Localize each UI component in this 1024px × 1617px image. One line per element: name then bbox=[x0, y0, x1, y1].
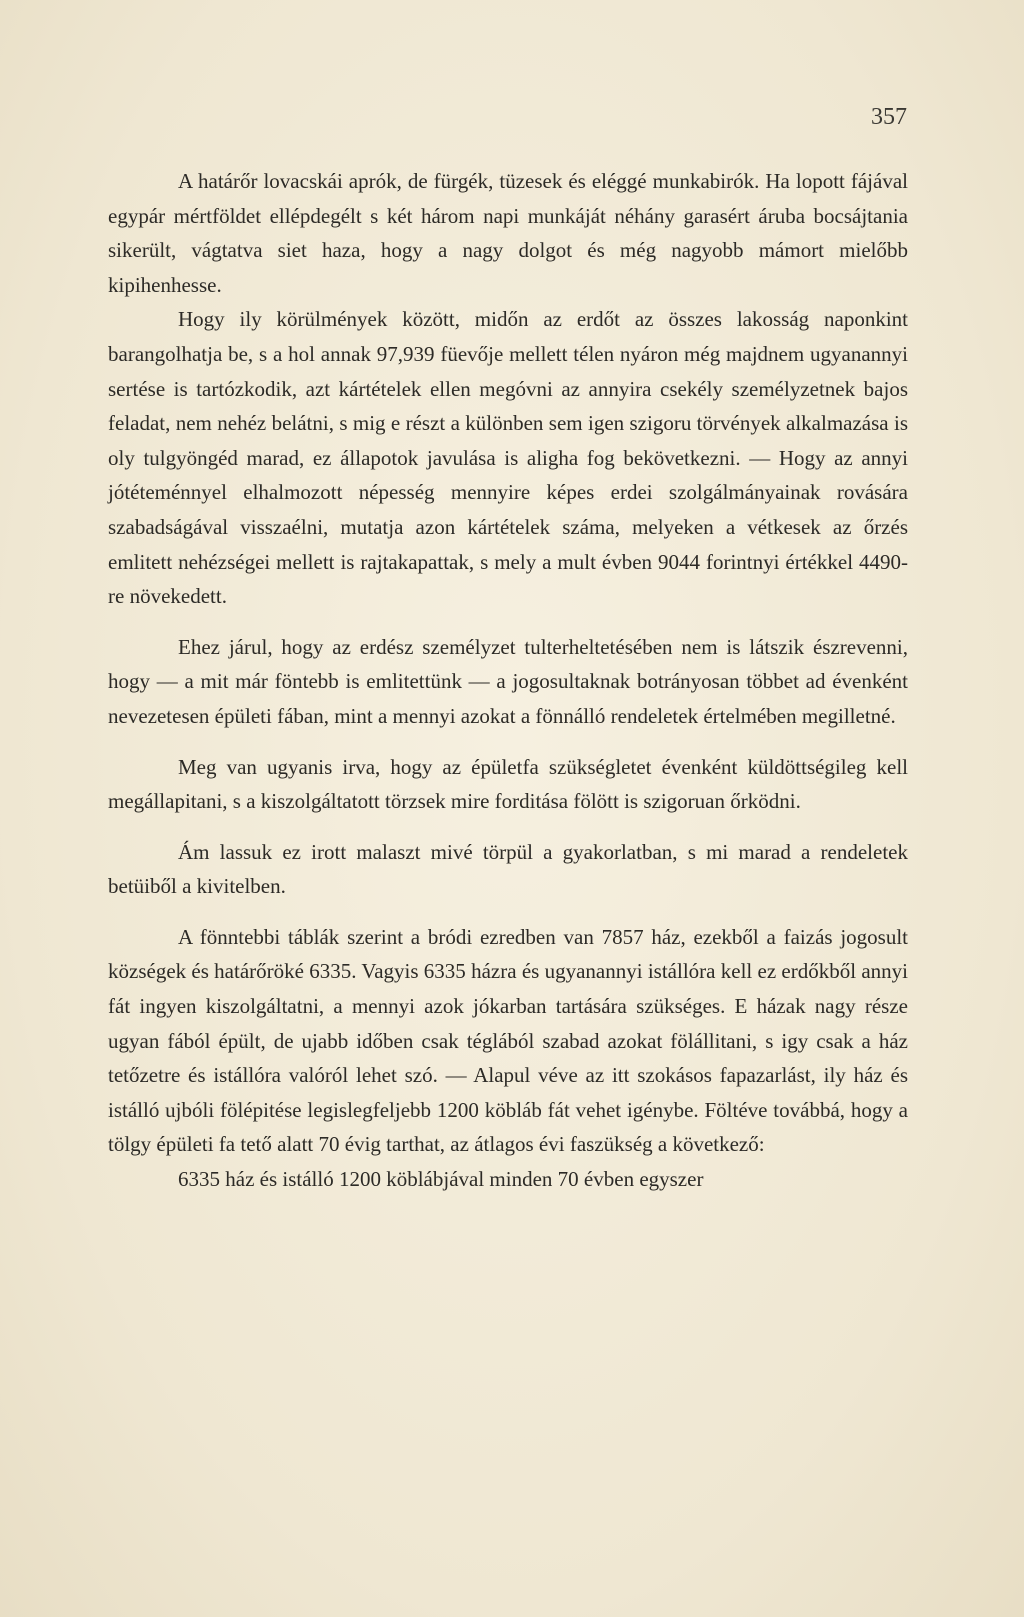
paragraph-3: Ehez járul, hogy az erdész személyzet tulterheltetésében nem is látszik észrevenni, hogy — a mit már föntebb is emlitettünk — a jogosultaknak botrányosan többet ad évenként nevezetesen épületi fában, mint a mennyi azokat a fönnálló rendeletek értelmében megilletné. bbox=[108, 634, 908, 728]
paragraph-5: Ám lassuk ez irott malaszt mivé törpül a gyakorlatban, s mi marad a rendeletek betüiből a kivitelben. bbox=[108, 839, 908, 899]
paragraph-6: A fönntebbi táblák szerint a bródi ezredben van 7857 ház, ezekből a faizás jogosult községek és határőröké 6335. Vagyis 6335 házra és ugyanannyi istállóra kell ez erdőkből annyi fát ingyen kiszolgáltatni, a mennyi azok jókarban tartására szükséges. E házak nagy része ugyan fából épült, de ujabb időben csak téglából szabad azokat fölállitani, s igy csak a ház tetőzetre és istállóra valóról lehet szó. — Alapul véve az itt szokásos fapazarlást, ily ház és istálló ujbóli fölépitése legislegfeljebb 1200 köbláb fát vehet igénybe. Föltéve továbbá, hogy a tölgy épületi fa tető alatt 70 évig tarthat, az átlagos évi faszükség a következő: bbox=[108, 924, 908, 1157]
paragraph-2: Hogy ily körülmények között, midőn az erdőt az összes lakosság naponkint barangolhatja be, s a hol annak 97,939 füevője mellett télen nyáron még majdnem ugyanannyi sertése is tartózkodik, azt kártételek ellen megóvni az annyira csekély személyzetnek bajos feladat, nem nehéz belátni, s mig e részt a különben sem igen szigoru törvények alkalmazása is oly tulgyöngéd marad, ez állapotok javulása is aligha fog bekövetkezni. — Hogy az annyi jótéteménnyel elhalmozott népesség mennyire képes erdei szolgálmányainak rovására szabadságával visszaélni, mutatja azon kártételek száma, melyeken a vétkesek az őrzés emlitett nehézségei mellett is rajtakapattak, s mely a mult évben 9044 forintnyi értékkel 4490-re növekedett. bbox=[108, 307, 908, 609]
paragraph-4: Meg van ugyanis irva, hogy az épületfa szükségletet évenként küldöttségileg kell megállapitani, s a kiszolgáltatott törzsek mire forditása fölött is szigoruan őrködni. bbox=[108, 754, 908, 814]
body-text bbox=[108, 164, 908, 1197]
page-number: 357 bbox=[871, 104, 907, 130]
paragraph-1: A határőr lovacskái aprók, de fürgék, tüzesek és eléggé munkabirók. Ha lopott fájával egypár mértföldet ellépdegélt s két három napi munkáját néhány garasért áruba bocsájtania sikerült, vágtatva siet haza, hogy a nagy dolgot és még nagyobb mámort mielőbb kipihenhesse. bbox=[108, 169, 908, 297]
paragraph-7: 6335 ház és istálló 1200 köblábjával minden 70 évben egyszer bbox=[178, 1167, 704, 1192]
